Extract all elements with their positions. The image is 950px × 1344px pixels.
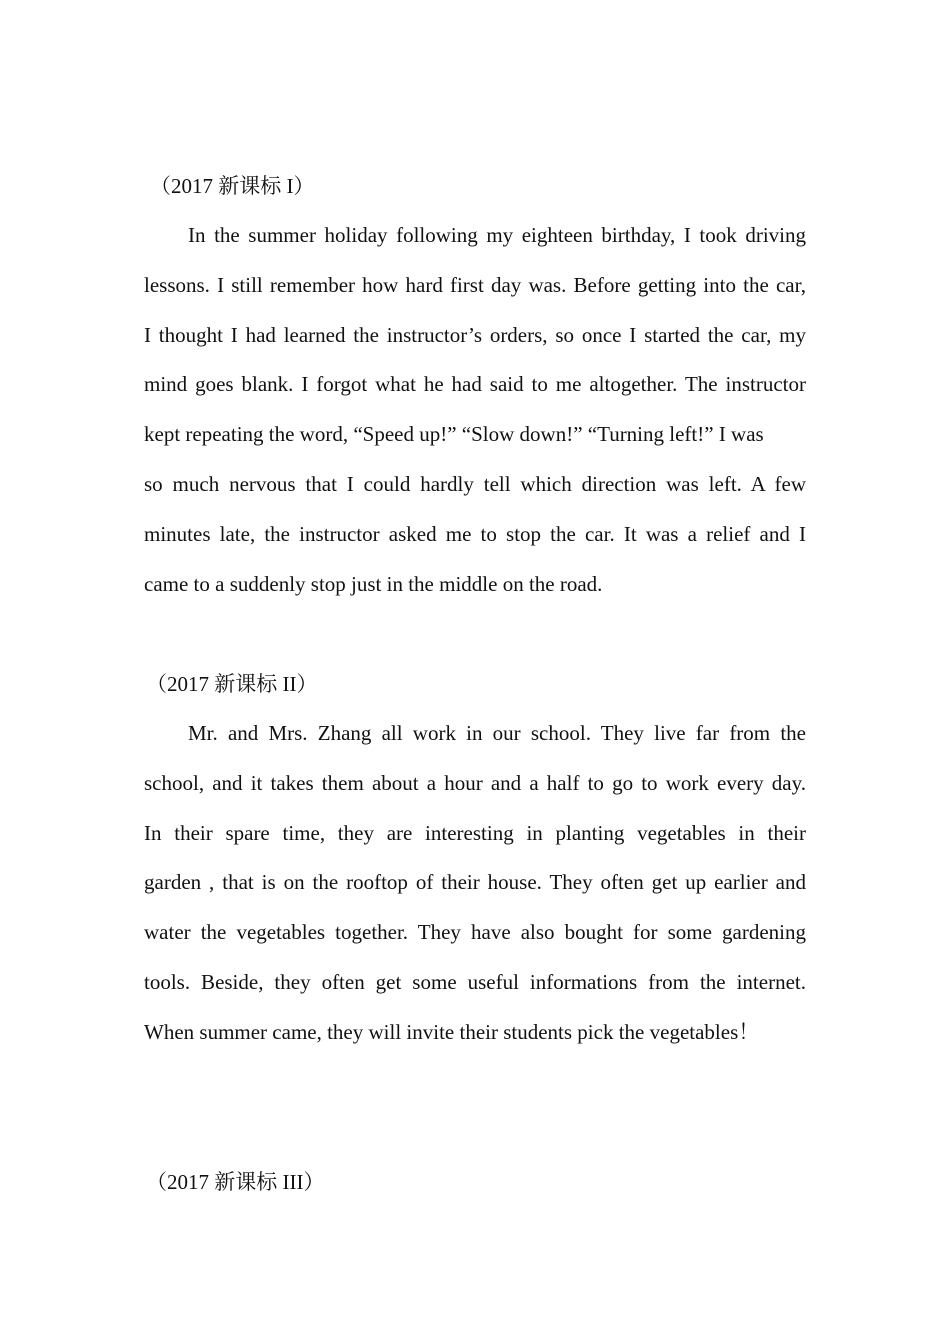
paragraph-line: When summer came, they will invite their students pick the vegetables！ (144, 1019, 760, 1044)
paragraph-line: so much nervous that I could hardly tell which direction was left. A few (144, 471, 806, 496)
paragraph-line: came to a suddenly stop just in the middle on the road. (144, 571, 603, 596)
paragraph-2 (144, 709, 806, 1058)
section-heading-3: （2017 新课标 III） (146, 1170, 325, 1194)
paragraph-line: In the summer holiday following my eighteen birthday, I took driving (188, 223, 806, 247)
paragraph-line: In their spare time, they are interesting in planting vegetables in their (144, 820, 806, 845)
section-heading-1: （2017 新课标 I） (150, 174, 315, 198)
paragraph-line: kept repeating the word, “Speed up!” “Slow down!” “Turning left!” I was (144, 422, 764, 447)
paragraph-line: I thought I had learned the instructor’s orders, so once I started the car, my (144, 322, 806, 347)
paragraph-line: minutes late, the instructor asked me to stop the car. It was a relief and I (144, 521, 806, 546)
paragraph-1 (144, 211, 806, 609)
paragraph-line: water the vegetables together. They have also bought for some gardening (144, 920, 806, 945)
paragraph-line: tools. Beside, they often get some useful informations from the internet. (144, 969, 806, 994)
paragraph-line: school, and it takes them about a hour and a half to go to work every day. (144, 770, 806, 795)
section-heading-2: （2017 新课标 II） (146, 672, 318, 696)
paragraph-line: mind goes blank. I forgot what he had said to me altogether. The instructor (144, 372, 806, 397)
paragraph-line: Mr. and Mrs. Zhang all work in our school. They live far from the (188, 721, 806, 745)
paragraph-line: lessons. I still remember how hard first day was. Before getting into the car, (144, 272, 806, 297)
paragraph-line: garden , that is on the rooftop of their house. They often get up earlier and (144, 870, 806, 895)
